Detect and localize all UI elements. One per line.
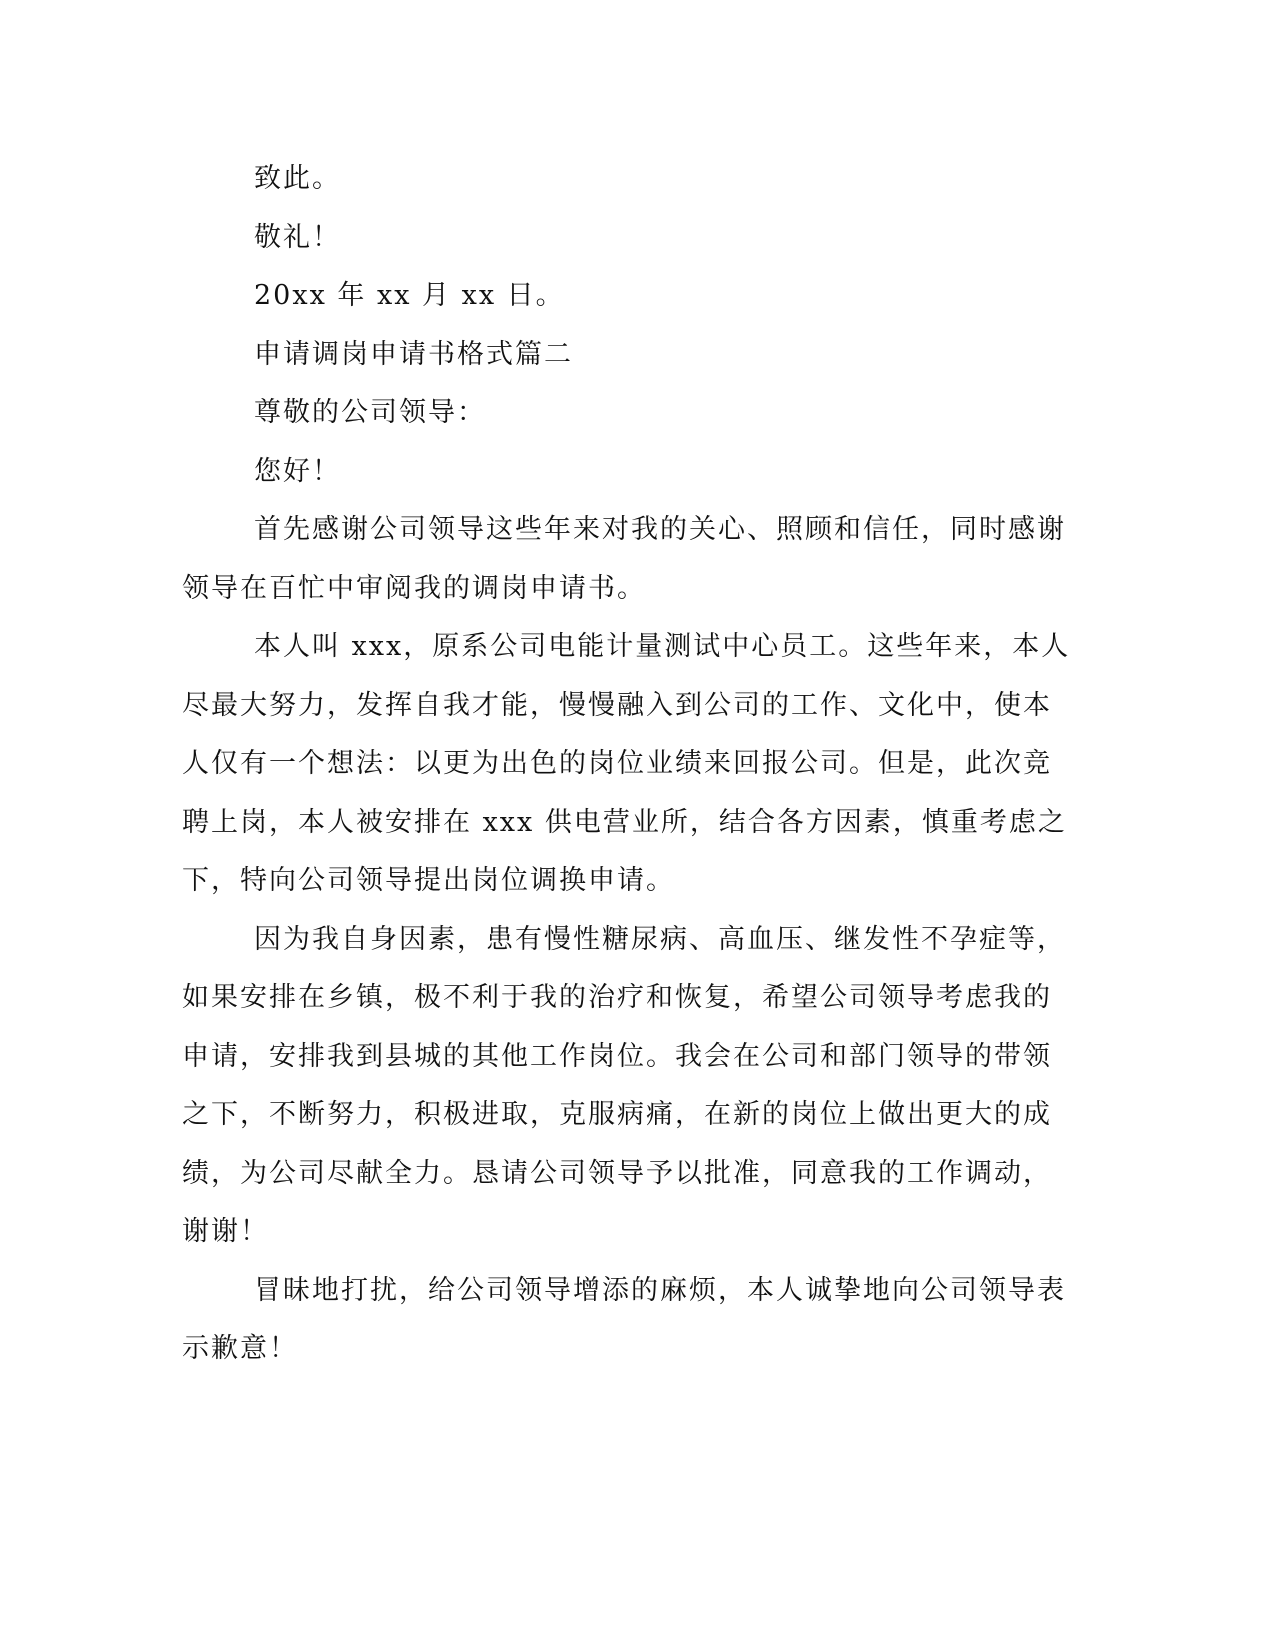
paragraph-2-line-3: 人仅有一个想法：以更为出色的岗位业绩来回报公司。但是，此次竞	[182, 748, 1052, 779]
paragraph-2-line-1: 本人叫 xxx，原系公司电能计量测试中心员工。这些年来，本人	[254, 631, 1071, 662]
paragraph-1-line-2: 领导在百忙中审阅我的调岗申请书。	[182, 572, 646, 604]
document-body	[182, 150, 1082, 1379]
section-title: 申请调岗申请书格式篇二	[254, 338, 573, 370]
paragraph-2-line-2: 尽最大努力，发挥自我才能，慢慢融入到公司的工作、文化中，使本	[182, 689, 1052, 721]
date-line: 20xx 年 xx 月 xx 日。	[254, 280, 565, 311]
paragraph-4-line-1: 冒昧地打扰，给公司领导增添的麻烦，本人诚挚地向公司领导表	[254, 1274, 1066, 1306]
closing-line: 致此。	[254, 163, 341, 194]
paragraph-3-line-4: 之下，不断努力，积极进取，克服病痛，在新的岗位上做出更大的成	[182, 1099, 1052, 1130]
paragraph-3-line-6: 谢谢！	[182, 1216, 269, 1247]
paragraph-3-line-5: 绩，为公司尽献全力。恳请公司领导予以批准，同意我的工作调动，	[182, 1157, 1052, 1189]
paragraph-3-line-1: 因为我自身因素，患有慢性糖尿病、高血压、继发性不孕症等，	[254, 923, 1066, 955]
hello-line: 您好！	[254, 455, 341, 487]
paragraph-3-line-2: 如果安排在乡镇，极不利于我的治疗和恢复，希望公司领导考虑我的	[182, 982, 1052, 1013]
paragraph-2-line-5: 下，特向公司领导提出岗位调换申请。	[182, 865, 675, 896]
paragraph-4-line-2: 示歉意！	[182, 1333, 298, 1364]
paragraph-1-line-1: 首先感谢公司领导这些年来对我的关心、照顾和信任，同时感谢	[254, 514, 1066, 545]
recipient-greeting: 尊敬的公司领导：	[254, 397, 486, 428]
paragraph-2-line-4: 聘上岗，本人被安排在 xxx 供电营业所，结合各方因素，慎重考虑之	[182, 806, 1067, 838]
salutation-regards: 敬礼！	[254, 221, 341, 253]
paragraph-3-line-3: 申请，安排我到县城的其他工作岗位。我会在公司和部门领导的带领	[182, 1040, 1052, 1072]
